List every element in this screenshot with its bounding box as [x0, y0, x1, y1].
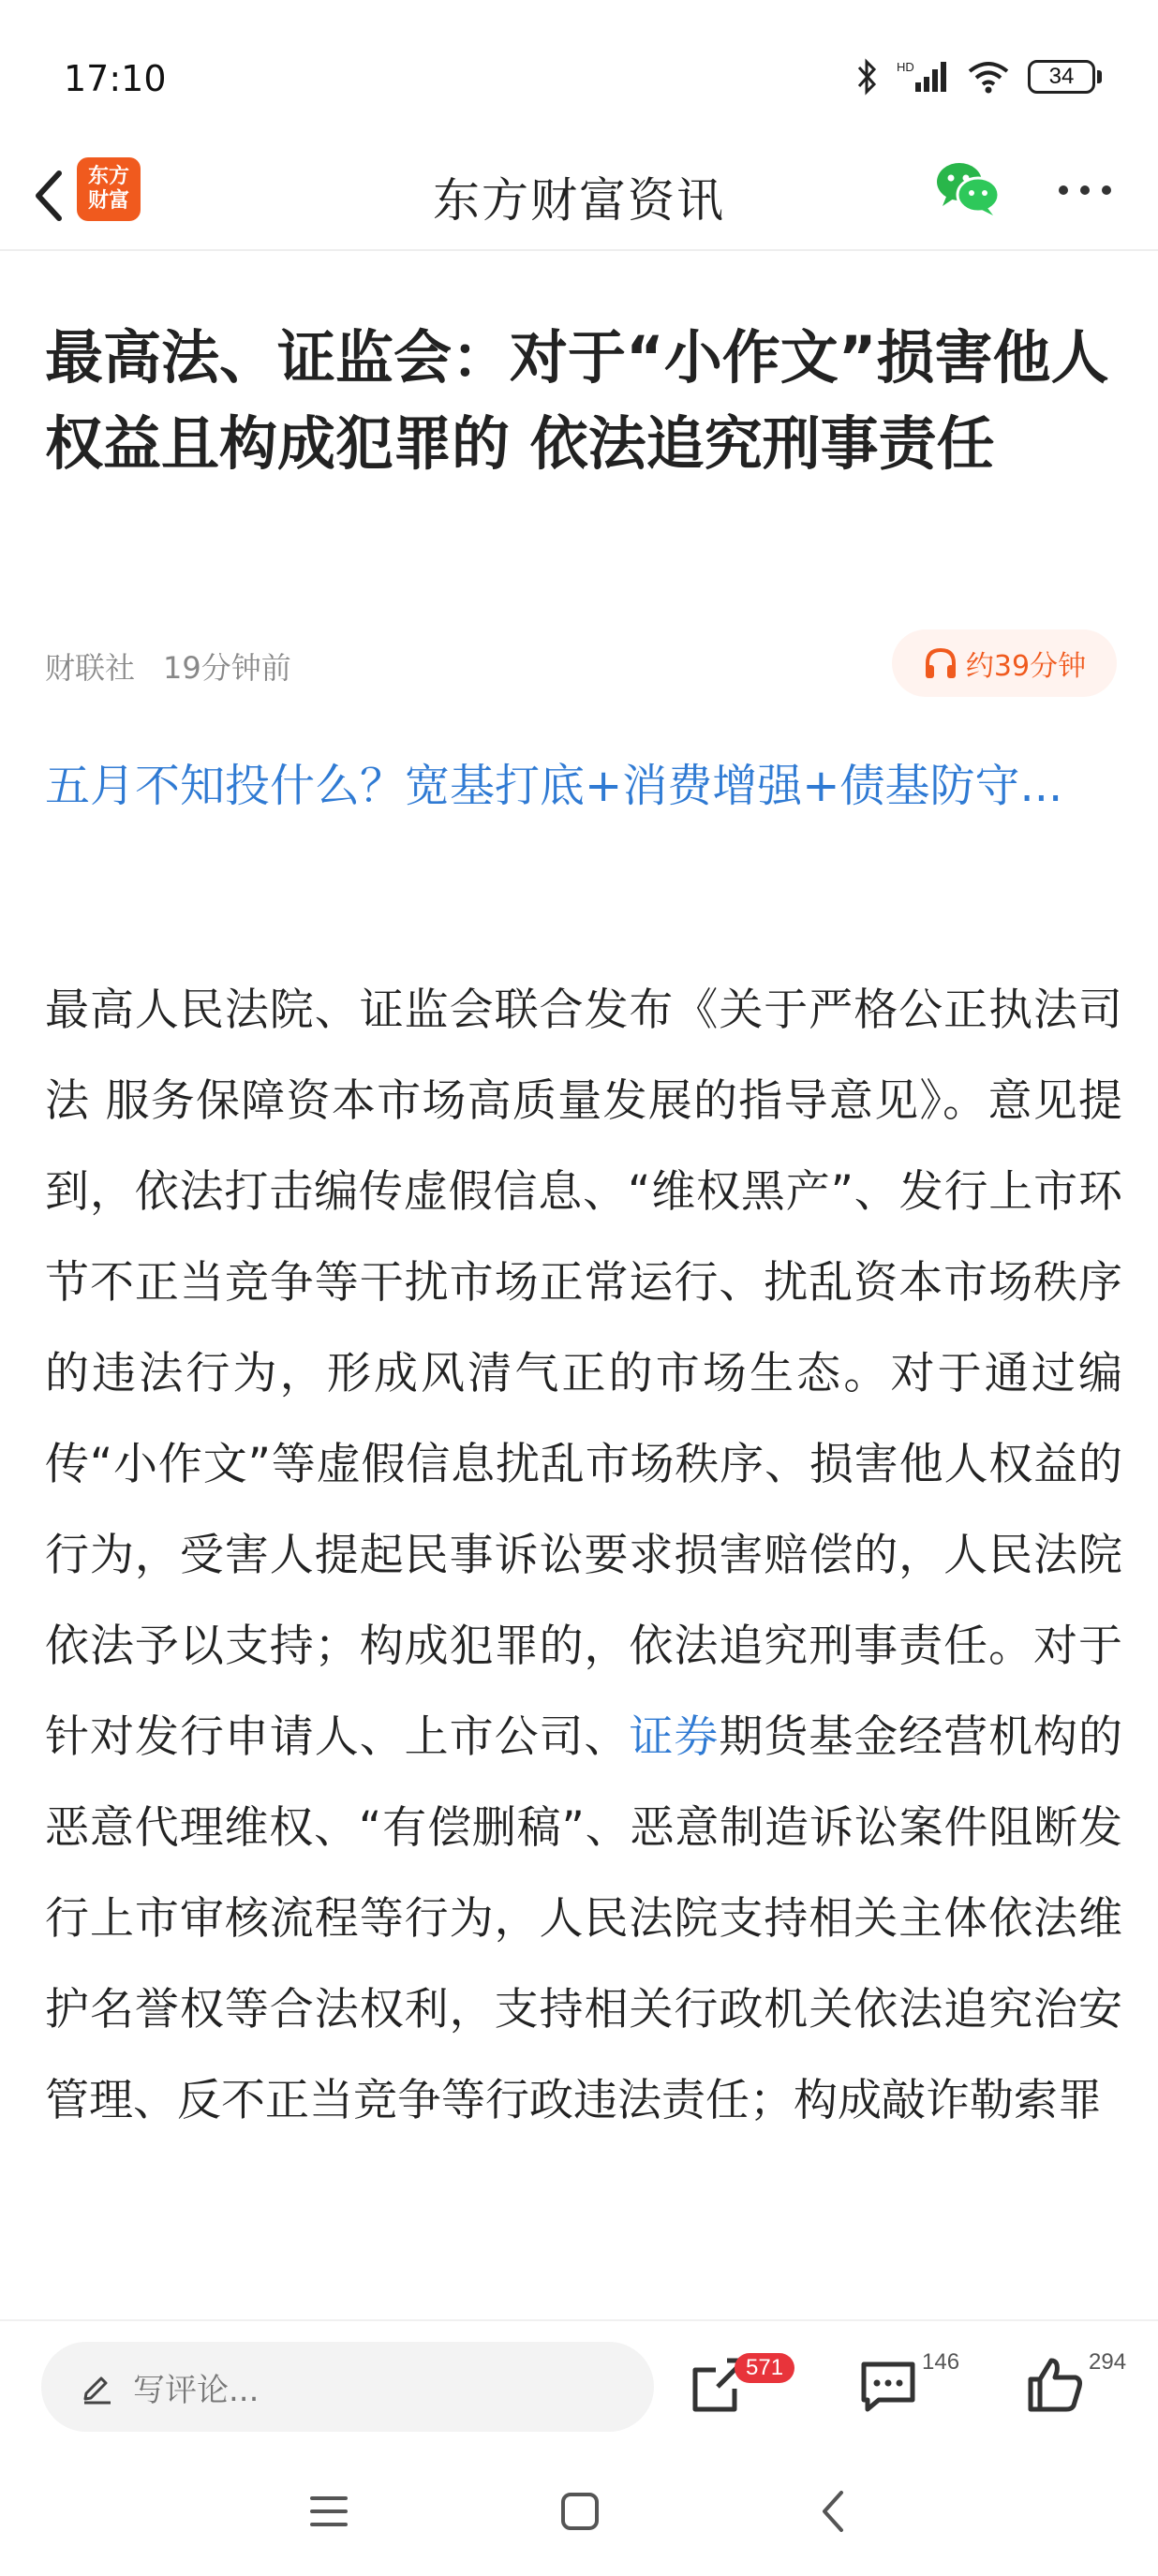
article-time: 19分钟前 — [163, 650, 291, 686]
system-nav-bar — [0, 2450, 1158, 2576]
system-back-button[interactable] — [791, 2479, 875, 2544]
nav-bar — [0, 141, 1158, 251]
status-time: 17:10 — [64, 58, 167, 99]
back-triangle-icon — [819, 2489, 847, 2534]
signal-icon — [897, 58, 949, 96]
securities-link[interactable]: 证券 — [629, 1711, 720, 1763]
pencil-icon — [79, 2369, 114, 2405]
article-title: 最高法、证监会：对于“小作文”损害他人权益且构成犯罪的 依法追究刑事责任 — [45, 323, 1109, 478]
app-logo[interactable] — [77, 157, 141, 221]
listen-audio-button[interactable] — [892, 629, 1117, 697]
comment-placeholder: 写评论... — [133, 2371, 260, 2409]
comment-count: 146 — [922, 2349, 960, 2375]
home-button[interactable] — [538, 2479, 622, 2544]
chevron-left-icon — [33, 168, 65, 224]
network-label: HD — [897, 60, 914, 74]
listen-label: 约39分钟 — [965, 650, 1087, 683]
status-icons — [855, 58, 1102, 96]
page-title: 东方财富资讯 — [433, 173, 725, 228]
more-dot-icon — [1102, 185, 1111, 195]
thumbs-up-icon — [1025, 2355, 1085, 2415]
home-square-icon — [559, 2491, 601, 2532]
battery-level: 34 — [1028, 60, 1095, 94]
comments-button[interactable] — [849, 2340, 960, 2434]
body-text-part2: 期货基金经营机构的恶意代理维权、“有偿删稿”、恶意制造诉讼案件阻断发行上市审核流程等行为，人民法院支持相关主体依法维护名誉权等合法权利，支持相关行政机关依法追究治安管理、反不正当竞争等行政违法责任；构成敲诈勒索罪 — [45, 1711, 1123, 2126]
wifi-icon — [966, 58, 1011, 96]
more-dot-icon — [1080, 185, 1090, 195]
logo-line2: 财富 — [87, 189, 129, 213]
share-button[interactable] — [680, 2340, 783, 2434]
comment-bubble-icon — [858, 2355, 918, 2415]
wechat-share-button[interactable] — [933, 159, 1002, 217]
article-body — [45, 965, 1122, 2146]
headphones-icon — [923, 646, 958, 680]
article-meta — [45, 644, 291, 688]
bottom-action-bar — [0, 2319, 1158, 2450]
menu-icon — [308, 2493, 349, 2530]
more-options-button[interactable] — [1051, 167, 1119, 214]
status-bar — [0, 0, 1158, 159]
more-dot-icon — [1059, 185, 1068, 195]
battery-icon — [1028, 60, 1102, 94]
recent-apps-button[interactable] — [287, 2479, 371, 2544]
like-count: 294 — [1089, 2349, 1127, 2375]
article-source: 财联社 — [45, 650, 136, 686]
like-button[interactable] — [1016, 2340, 1127, 2434]
comment-input[interactable] — [41, 2342, 654, 2432]
back-button[interactable] — [19, 159, 79, 232]
logo-line1: 东方 — [87, 165, 129, 188]
bluetooth-icon — [855, 58, 880, 96]
promo-link[interactable]: 五月不知投什么？宽基打底+消费增强+债基防守... — [45, 760, 1063, 812]
body-text-part1: 最高人民法院、证监会联合发布《关于严格公正执法司法 服务保障资本市场高质量发展的指导意见》。意见提到，依法打击编传虚假信息、“维权黑产”、发行上市环节不正当竞争等干扰市场正常运行、扰乱资本市场秩序的违法行为，形成风清气正的市场生态。对于通过编传“小作文”等虚假信息扰乱市场秩序、损害他人权益的行为，受害人提起民事诉讼要求损害赔偿的，人民法院依法予以支持；构成犯罪的，依法追究刑事责任。对于针对发行申请人、上市公司、 — [45, 985, 1122, 1763]
wechat-icon — [933, 159, 1002, 217]
share-count-badge: 571 — [735, 2353, 794, 2383]
